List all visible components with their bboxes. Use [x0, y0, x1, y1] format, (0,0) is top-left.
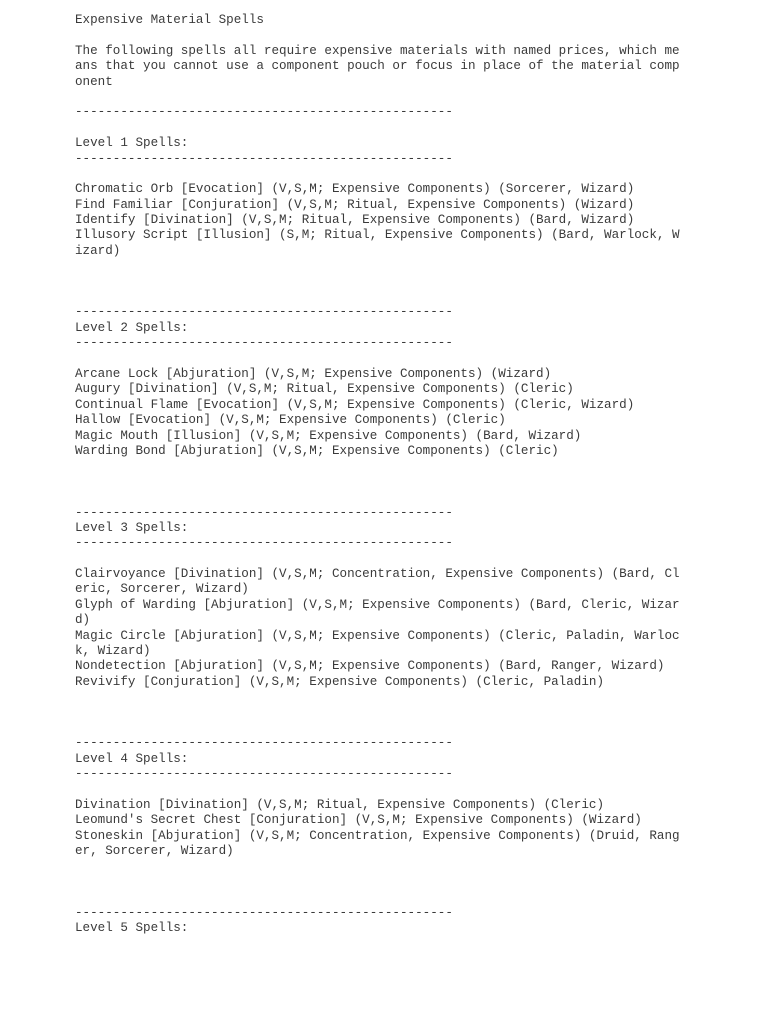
spell-line: Augury [Divination] (V,S,M; Ritual, Expensive Components) (Cleric): [75, 382, 574, 397]
spell-line: Nondetection [Abjuration] (V,S,M; Expensive Components) (Bard, Ranger, Wizard): [75, 659, 665, 674]
spell-line: Magic Circle [Abjuration] (V,S,M; Expensive Components) (Cleric, Paladin, Warloc: [75, 628, 680, 643]
spell-line: eric, Sorcerer, Wizard): [75, 582, 249, 597]
spell-line: Find Familiar [Conjuration] (V,S,M; Ritual, Expensive Components) (Wizard): [75, 197, 635, 212]
separator-rule: --------------------------------------------------: [75, 305, 453, 320]
spell-line: izard): [75, 243, 121, 258]
spell-line: Divination [Divination] (V,S,M; Ritual, Expensive Components) (Cleric): [75, 797, 605, 812]
intro-line: onent: [75, 74, 113, 89]
separator-rule: --------------------------------------------------: [75, 536, 453, 551]
spell-line: Glyph of Warding [Abjuration] (V,S,M; Expensive Components) (Bard, Cleric, Wizar: [75, 597, 680, 612]
spell-line: Arcane Lock [Abjuration] (V,S,M; Expensive Components) (Wizard): [75, 366, 552, 381]
intro-line: The following spells all require expensive materials with named prices, which me: [75, 43, 680, 58]
section-heading: Level 4 Spells:: [75, 751, 189, 766]
document-title: Expensive Material Spells: [75, 13, 264, 27]
separator-rule: --------------------------------------------------: [75, 505, 453, 520]
separator-rule: --------------------------------------------------: [75, 905, 453, 920]
spell-line: Hallow [Evocation] (V,S,M; Expensive Components) (Cleric): [75, 413, 506, 428]
separator-rule: --------------------------------------------------: [75, 767, 453, 782]
section-heading: Level 3 Spells:: [75, 520, 189, 535]
spell-line: er, Sorcerer, Wizard): [75, 844, 234, 859]
separator-rule: --------------------------------------------------: [75, 151, 453, 166]
intro-line: ans that you cannot use a component pouch or focus in place of the material comp: [75, 59, 680, 74]
spell-line: Clairvoyance [Divination] (V,S,M; Concentration, Expensive Components) (Bard, Cl: [75, 567, 680, 582]
spell-line: Magic Mouth [Illusion] (V,S,M; Expensive Components) (Bard, Wizard): [75, 428, 582, 443]
spell-line: d): [75, 613, 91, 628]
separator-rule: --------------------------------------------------: [75, 105, 453, 120]
spell-line: Identify [Divination] (V,S,M; Ritual, Expensive Components) (Bard, Wizard): [75, 213, 635, 228]
spell-line: Stoneskin [Abjuration] (V,S,M; Concentration, Expensive Components) (Druid, Rang: [75, 828, 680, 843]
separator-rule: --------------------------------------------------: [75, 736, 453, 751]
separator-rule: --------------------------------------------------: [75, 336, 453, 351]
spell-line: Chromatic Orb [Evocation] (V,S,M; Expensive Components) (Sorcerer, Wizard): [75, 182, 635, 197]
spell-line: k, Wizard): [75, 644, 151, 659]
document: [75, 13, 695, 936]
section-heading: Level 1 Spells:: [75, 136, 189, 151]
spell-line: Continual Flame [Evocation] (V,S,M; Expensive Components) (Cleric, Wizard): [75, 397, 635, 412]
spell-line: Revivify [Conjuration] (V,S,M; Expensive Components) (Cleric, Paladin): [75, 674, 605, 689]
spell-line: Leomund's Secret Chest [Conjuration] (V,S,M; Expensive Components) (Wizard): [75, 813, 642, 828]
section-heading: Level 2 Spells:: [75, 320, 189, 335]
section-heading: Level 5 Spells:: [75, 921, 189, 936]
spell-line: Illusory Script [Illusion] (S,M; Ritual, Expensive Components) (Bard, Warlock, W: [75, 228, 680, 243]
spell-line: Warding Bond [Abjuration] (V,S,M; Expensive Components) (Cleric): [75, 443, 559, 458]
